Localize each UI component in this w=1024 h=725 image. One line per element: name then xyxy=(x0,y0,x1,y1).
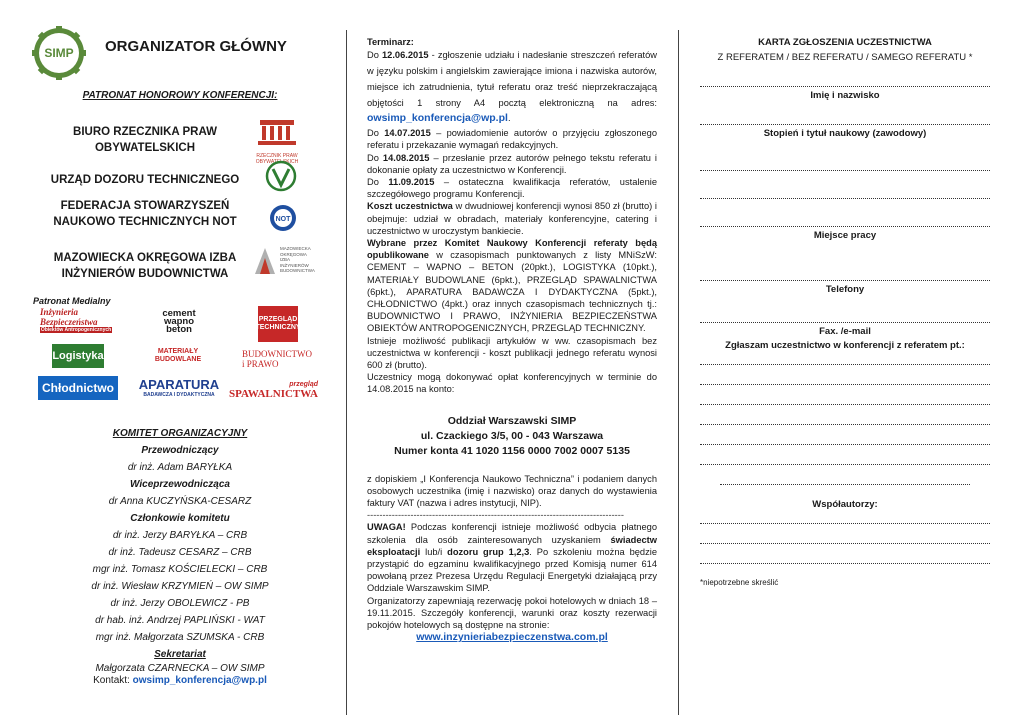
deadline-text: – przesłanie przez autorów pełnego tekstu referatu i dokonanie opłaty za uczestnictwo w Konferencji. xyxy=(367,152,657,175)
deadline-date: 12.06.2015 xyxy=(382,50,429,61)
publication-option-paragraph: Istnieje możliwość publikacji artykułów w ww. czasopismach bez uczestnictwa w konferencji - koszt publikacji jednego referatu wynosi 600 zł (brutto). xyxy=(367,335,657,371)
deadline-3: Do 14.08.2015 – przesłanie przez autorów pełnego tekstu referatu i dokonanie opłaty za uczestnictwo w Konferencji. xyxy=(367,152,657,175)
paper-title-field[interactable] xyxy=(700,403,990,405)
media-logo-inzynieria: Inżynieria Bezpieczeństwa Obiektów Antropogenicznych xyxy=(40,307,112,333)
coauthors-field[interactable] xyxy=(700,562,990,564)
footnote: *niepotrzebne skreślić xyxy=(700,578,779,587)
media-logo-chlodnictwo: Chłodnictwo xyxy=(38,376,118,400)
media-logo-budownictwo-prawo: BUDOWNICTWO i PRAWO xyxy=(242,349,312,369)
dashed-separator: ----------------------------------------------------------------------------------- xyxy=(367,510,624,521)
coauthors-field[interactable] xyxy=(700,522,990,524)
not-logo-icon xyxy=(268,203,298,233)
committee-member: dr inż. Wiesław KRZYMIEŃ – OW SIMP xyxy=(91,581,269,592)
contact-email-link[interactable]: owsimp_konferencja@wp.pl xyxy=(132,675,267,686)
notice-paragraph: UWAGA! Podczas konferencji istnieje możliwość odbycia płatnego szkolenia dla osób zainteresowanych uzyskaniem świadectw eksploatacji lub/i dozoru grup 1,2,3. Po szkoleniu można będzie przystąpić do egzaminu kwalifikacyjnego przed Komisją numer 614 powołaną przez Prezesa Urzędu Regulacji Energetyki działającą przy Oddziale Warszawskim SIMP. xyxy=(367,522,657,594)
bank-account-block xyxy=(367,414,657,459)
workplace-field[interactable] xyxy=(700,225,990,227)
name-label: Imię i nazwisko xyxy=(810,90,880,101)
secretariat-title: Sekretariat xyxy=(154,649,206,660)
committee-member: mgr inż. Małgorzata SZUMSKA - CRB xyxy=(95,632,265,643)
media-logo-materialy-budowlane: MATERIAŁY BUDOWLANE xyxy=(154,348,202,363)
transfer-note-paragraph: z dopiskiem „I Konferencja Naukowo Techniczna” i podaniem danych osobowych uczestnika (imię i nazwisko) oraz danych do wystawienia faktury VAT (nazwa i adres instytucji, NIP). xyxy=(367,473,657,509)
workplace-label: Miejsce pracy xyxy=(813,230,877,241)
committee-member: dr inż. Jerzy BARYŁKA – CRB xyxy=(112,530,248,541)
media-logo-przeglad-techniczny: PRZEGLĄD TECHNICZNY xyxy=(258,306,298,342)
media-logo-cwb: cement wapno beton xyxy=(162,308,196,335)
committee-member: Małgorzata CZARNECKA – OW SIMP xyxy=(95,663,265,674)
middle-column xyxy=(367,0,657,725)
media-logo-aparatura: APARATURA BADAWCZA I DYDAKTYCZNA xyxy=(138,376,220,398)
paper-title-field[interactable] xyxy=(700,423,990,425)
extra-line-field[interactable] xyxy=(700,197,990,199)
publication-paragraph: Wybrane przez Komitet Naukowy Konferencji referaty będą opublikowane w czasopismach punktowanych z listy MNiSzW: CEMENT – WAPNO – BETON (20pkt.), LOGISTYKA (10pkt.), MATERIAŁY BUDOWLANE (6pkt.), PRZEGLĄD SPAWALNICTWA (6pkt.), APARATURA BADAWCZA I DYDAKTYCZNA (5pkt.), CHŁODNICTWO (4pkt.) oraz innych czasopismach technicznych tj.: BUDOWNICTWO I PRAWO, INŻYNIERIA BEZPIECZEŃSTWA OBIEKTÓW ANTROPOGENICZNYCH, PRZEGLĄD TECHNICZNY. xyxy=(367,238,657,334)
organizer-title: ORGANIZATOR GŁÓWNY xyxy=(105,38,287,55)
website-line xyxy=(367,631,657,643)
name-field[interactable] xyxy=(700,85,990,87)
committee-member: dr inż. Tadeusz CESARZ – CRB xyxy=(108,547,252,558)
schedule-title: Terminarz: xyxy=(367,37,414,47)
deadline-date: 14.07.2015 xyxy=(384,128,431,139)
patron-udt: URZĄD DOZORU TECHNICZNEGO xyxy=(50,174,240,186)
media-logo-przeglad-spawalnictwa: przegląd SPAWALNICTWA xyxy=(228,380,318,400)
form-subtitle: Z REFERATEM / BEZ REFERATU / SAMEGO REFERATU * xyxy=(717,52,973,63)
abstract-email-link[interactable]: owsimp_konferencja@wp.pl xyxy=(367,112,508,125)
column-divider-right xyxy=(678,30,679,715)
paper-title-field[interactable] xyxy=(700,443,990,445)
website-link[interactable]: www.inzynieriabezpieczenstwa.com.pl xyxy=(416,631,608,644)
contact-line xyxy=(30,675,330,687)
hotel-paragraph: Organizatorzy zapewniają rezerwację pokoi hotelowych w dniach 18 – 19.11.2015. Szczegóły konferencji, warunki oraz koszty rezerwacji pokojów hotelowych są dostępne na stronie: xyxy=(367,595,657,631)
phone-field[interactable] xyxy=(700,279,990,281)
degree-label: Stopień i tytuł naukowy (zawodowy) xyxy=(763,128,927,139)
paper-title-field[interactable] xyxy=(700,383,990,385)
committee-member: dr Anna KUCZYŃSKA-CESARZ xyxy=(108,496,252,507)
paper-title-field[interactable] xyxy=(700,363,990,365)
deadline-date: 14.08.2015 xyxy=(382,152,430,163)
media-logo-logistyka: Logistyka xyxy=(52,344,104,368)
committee-role: Członkowie komitetu xyxy=(130,513,230,524)
simp-logo-icon xyxy=(32,26,86,80)
organizing-committee xyxy=(30,425,330,687)
rpo-logo-icon: RZECZNIK PRAW OBYWATELSKICH xyxy=(242,118,312,165)
payment-paragraph: Uczestnicy mogą dokonywać opłat konferencyjnych w terminie do 14.08.2015 na konto: xyxy=(367,372,657,395)
extra-line-field[interactable] xyxy=(700,169,990,171)
account-number: Numer konta 41 1020 1156 0000 7002 0007 5135 xyxy=(394,444,630,457)
media-patronage-title: Patronat Medialny xyxy=(33,296,111,306)
deadline-prefix: Do xyxy=(367,50,382,61)
account-address: ul. Czackiego 3/5, 00 - 043 Warszawa xyxy=(420,429,604,442)
deadline-date: 11.09.2015 xyxy=(388,177,435,187)
paper-title-label: Zgłaszam uczestnictwo w konferencji z referatem pt.: xyxy=(725,340,965,351)
column-divider-left xyxy=(346,30,347,715)
patron-not: FEDERACJA STOWARZYSZEŃ NAUKOWO TECHNICZNYCH NOT xyxy=(53,200,237,228)
committee-member: mgr inż. Tomasz KOŚCIELECKI – CRB xyxy=(92,564,268,575)
phone-label: Telefony xyxy=(825,284,865,295)
account-holder: Oddział Warszawski SIMP xyxy=(447,414,577,427)
committee-member: dr inż. Adam BARYŁKA xyxy=(127,462,233,473)
fax-email-label: Fax. /e-mail xyxy=(819,326,871,337)
committee-member: dr hab. inż. Andrzej PAPLIŃSKI - WAT xyxy=(95,615,265,626)
moiib-logo-icon: MAZOWIECKA OKRĘGOWA IZBA INŻYNIERÓW BUDOWNICTWA xyxy=(253,246,315,276)
deadline-text: – powiadomienie autorów o przyjęciu zgłoszonego referatu i przekazanie wymagań redakcyjnych. xyxy=(367,128,658,151)
honorary-patronage-title: PATRONAT HONOROWY KONFERENCJI: xyxy=(82,90,278,101)
coauthors-label: Współautorzy: xyxy=(812,499,878,510)
svg-text:SIMP: SIMP xyxy=(44,46,74,60)
deadline-text: - zgłoszenie udziału i nadesłanie streszczeń referatów w języku polskim i angielskim zawierające imiona i nazwiska autorów, miejsce ich zatrudnienia, tytuł referatu oraz treść nieprzekraczającą objętości 1 strony A4 pocztą elektroniczną na adres: xyxy=(367,50,658,108)
udt-logo-icon xyxy=(265,160,297,192)
deadline-1 xyxy=(367,48,657,127)
paper-title-field[interactable] xyxy=(700,463,990,465)
form-title: KARTA ZGŁOSZENIA UCZESTNICTWA xyxy=(758,37,932,48)
deadline-text: – ostateczna kwalifikacja referatów, ustalenie szczegółowego programu Konferencji. xyxy=(367,177,658,200)
contact-label: Kontakt: xyxy=(93,675,130,686)
committee-role: Wiceprzewodnicząca xyxy=(130,479,230,490)
committee-title: KOMITET ORGANIZACYJNY xyxy=(112,428,248,439)
svg-text:NOT: NOT xyxy=(275,216,291,223)
committee-role: Przewodniczący xyxy=(141,445,219,456)
paper-title-field[interactable] xyxy=(720,483,970,485)
patron-moiib: MAZOWIECKA OKRĘGOWA IZBA INŻYNIERÓW BUDOWNICTWA xyxy=(53,252,237,280)
fax-email-field[interactable] xyxy=(700,321,990,323)
degree-field[interactable] xyxy=(700,123,990,125)
left-column xyxy=(30,0,330,725)
committee-member: dr inż. Jerzy OBOLEWICZ - PB xyxy=(110,598,250,609)
coauthors-field[interactable] xyxy=(700,542,990,544)
deadline-2: Do 14.07.2015 – powiadomienie autorów o przyjęciu zgłoszonego referatu i przekazanie wymagań redakcyjnych. xyxy=(367,128,658,151)
registration-form xyxy=(700,0,990,725)
cost-paragraph: Koszt uczestnictwa w dwudniowej konferencji wynosi 850 zł (brutto) i obejmuje: udział w obradach, materiały konferencyjne, catering i uczestnictwo w uroczystym bankiecie. xyxy=(367,201,657,236)
deadline-4: Do 11.09.2015 – ostateczna kwalifikacja referatów, ustalenie szczegółowego programu Konferencji. xyxy=(367,177,658,200)
patron-rpo: BIURO RZECZNIKA PRAW OBYWATELSKICH xyxy=(73,126,217,154)
deadline-end: . xyxy=(507,113,511,124)
